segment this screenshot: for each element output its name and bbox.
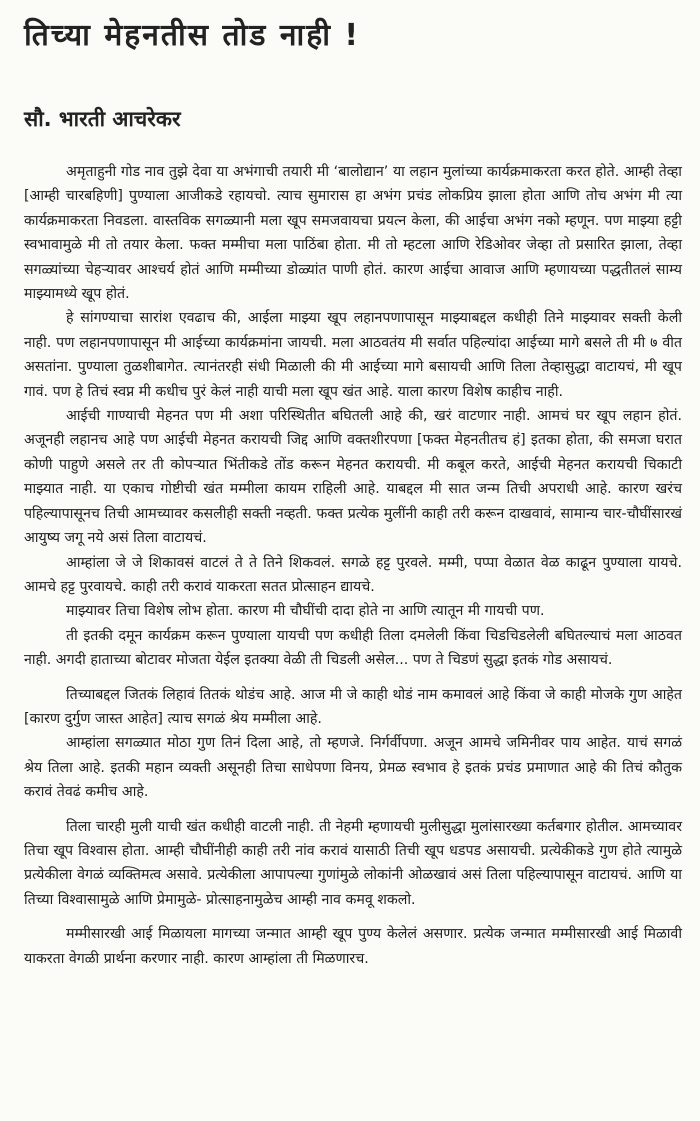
paragraph: मम्मीसारखी आई मिळायला मागच्या जन्मात आम्ही खूप पुण्य केलेलं असणार. प्रत्येक जन्मात मम्मीसारखी आई मिळावी याकरता वेगळी प्रार्थना करणार नाही. कारण आम्हांला ती मिळणारच. (24, 926, 682, 967)
paragraph: अमृताहुनी गोड नाव तुझे देवा या अभंगाची तयारी मी ‘बालोद्यान’ या लहान मुलांच्या कार्यक्रमाकरता करत होते. आम्ही तेव्हा [आम्ही चारबहिणी] पुण्याला आजीकडे रहायचो. त्याच सुमारास हा अभंग प्रचंड लोकप्रिय झाला होता आणि तोच अभंग मी त्या कार्यक्रमाकरता निवडला. वास्तविक सगळ्यानी मला खूप समजवायचा प्रयत्न केला, की आईचा अभंग नको म्हणून. पण माझ्या हट्टी स्वभावामुळे मी तो तयार केला. फक्त मम्मीचा मला पाठिंबा होता. मी तो म्हटला आणि रेडिओवर जेव्हा तो प्रसारित झाला, तेव्हा सगळ्यांच्या चेहऱ्यावर आश्चर्य होतं आणि मम्मीच्या डोळ्यांत पाणी होतं. कारण आईचा आवाज आणि म्हणायच्या पद्धतीतलं साम्य माझ्यामध्ये खूप होतं. (24, 164, 682, 303)
paragraph: तिच्याबद्दल जितकं लिहावं तितकं थोडंच आहे. आज मी जे काही थोडं नाम कमावलं आहे किंवा जे काही मोजके गुण आहेत [कारण दुर्गुण जास्त आहेत] त्याच सगळं श्रेय मम्मीला आहे. (24, 686, 682, 727)
article-title: तिच्या मेहनतीस तोड नाही ! (24, 18, 361, 53)
paragraph: आम्हांला जे जे शिकावसं वाटलं ते ते तिने शिकवलं. सगळे हट्ट पुरवले. मम्मी, पप्पा वेळात वेळ काढून पुण्याला यायचे. आमचे हट्ट पुरवायचे. काही तरी करावं याकरता सतत प्रोत्साहन द्यायचे. (24, 554, 682, 595)
article-author: सौ. भारती आचरेकर (24, 107, 181, 131)
paragraph: हे सांगण्याचा सारांश एवढाच की, आईला माझ्या खूप लहानपणापासून माझ्याबद्दल कधीही तिने माझ्यावर सक्ती केली नाही. पण लहानपणापासून मी आईच्या कार्यक्रमांना जायची. मला आठवतंय मी सर्वात पहिल्यांदा आईच्या मागे बसले ती मी ७ वीत असतांना. पुण्याला तुळशीबागेत. त्यानंतरही संधी मिळाली की मी आईच्या मागे बसायची आणि तिला तेव्हासुद्धा वाटायचं, मी खूप गावं. पण हे तिचं स्वप्न मी कधीच पुरं केलं नाही याची मला खूप खंत आहे. याला कारण विशेष काहीच नाही. (24, 310, 682, 400)
article-body (24, 160, 682, 971)
paragraph: आम्हांला सगळ्यात मोठा गुण तिनं दिला आहे, तो म्हणजे. निर्गर्वीपणा. अजून आमचे जमिनीवर पाय आहेत. याचं सगळं श्रेय तिला आहे. इतकी महान व्यक्ती असूनही तिचा साधेपणा विनय, प्रेमळ स्वभाव हे इतकं प्रचंड प्रमाणात आहे की तिचं कौतुक करावं तेवढं कमीच आहे. (24, 735, 682, 801)
paragraph: ती इतकी दमून कार्यक्रम करून पुण्याला यायची पण कधीही तिला दमलेली किंवा चिडचिडलेली बघितल्याचं मला आठवत नाही. अगदी हाताच्या बोटावर मोजता येईल इतक्या वेळी ती चिडली असेल... पण ते चिडणं सुद्धा इतकं गोड असायचं. (24, 627, 682, 669)
paragraph: माझ्यावर तिचा विशेष लोभ होता. कारण मी चौघींची दादा होते ना आणि त्यातून मी गायची पण. (66, 603, 545, 620)
paragraph: आईची गाण्याची मेहनत पण मी अशा परिस्थितीत बघितली आहे की, खरं वाटणार नाही. आमचं घर खूप लहान होतं. अजूनही लहानच आहे पण आईची मेहनत करायची जिद्द आणि वक्तशीरपणा [फक्त मेहनतीतच हं] इतका होता, की समजा घरात कोणी पाहुणे असले तर ती कोपऱ्यात भिंतीकडे तोंड करून मेहनत करायची. मी कबूल करते, आईची मेहनत करायची चिकाटी माझ्यात नाही. या एकाच गोष्टीची खंत मम्मीला कायम राहिली आहे. याबद्दल मी सात जन्म तिची अपराधी आहे. कारण खरंच पहिल्यापासूनच तिची आमच्यावर कसलीही सक्ती नव्हती. फक्त प्रत्येक मुलींनी काही तरी करून दाखवावं, सामान्य चार-चौघींसारखं आयुष्य जगू नये असं तिला वाटायचं. (24, 408, 682, 547)
paragraph: तिला चारही मुली याची खंत कधीही वाटली नाही. ती नेहमी म्हणायची मुलीसुद्धा मुलांसारख्या कर्तबगार होतील. आमच्यावर तिचा खूप विश्वास होता. आम्ही चौघींनीही काही तरी नांव करावं यासाठी तिची खूप धडपड असायची. प्रत्येकीकडे गुण होते त्यामुळे प्रत्येकीला वेगळं व्यक्तिमत्व असावे. प्रत्येकीला आपापल्या गुणांमुळे लोकांनी ओळखावं असं तिला पहिल्यापासून वाटायचं. आणि या तिच्या विश्वासामुळे आणि प्रेमामुळे- प्रोत्साहनामुळेच आम्ही नाव कमवू शकलो. (24, 818, 682, 908)
